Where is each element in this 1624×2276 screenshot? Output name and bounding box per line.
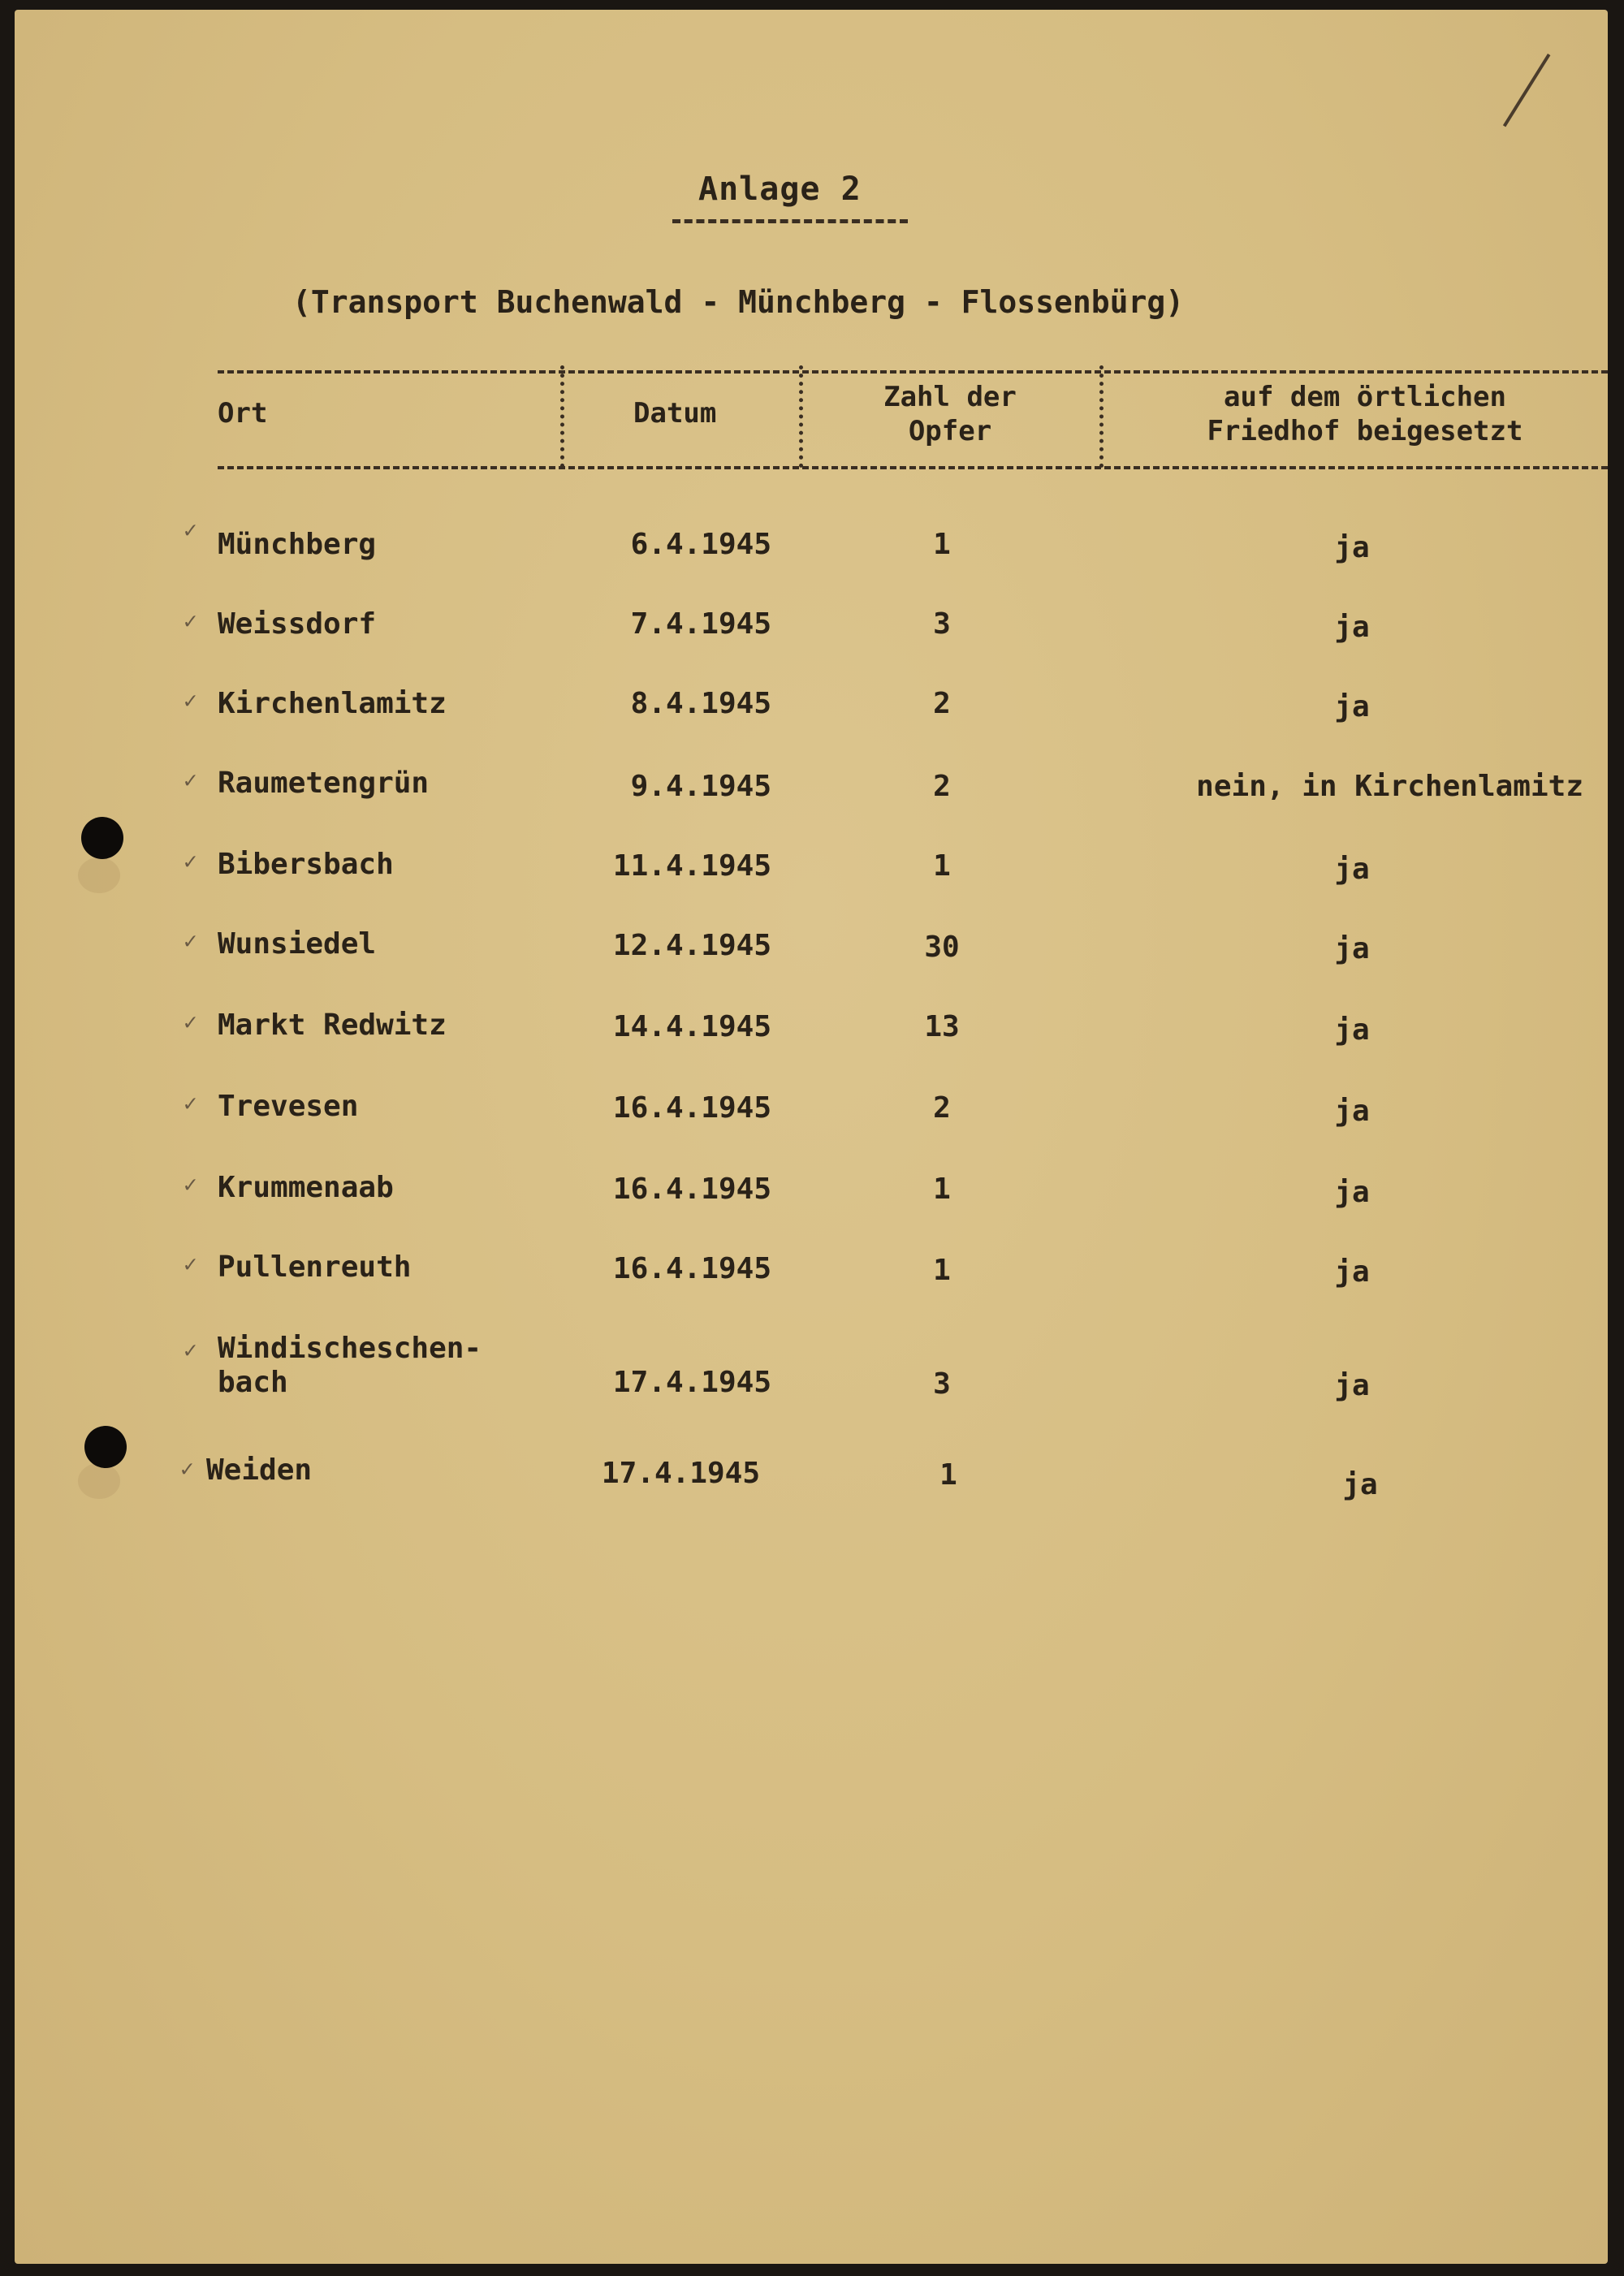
column-separator: [560, 365, 564, 468]
page-title: Anlage 2: [698, 171, 862, 208]
row-count: 30: [924, 931, 960, 964]
row-count: 1: [933, 849, 951, 883]
header-date: Datum: [633, 397, 717, 430]
row-place: Wunsiedel: [218, 927, 377, 961]
punch-hole-shadow: [78, 1463, 120, 1499]
row-place: Pullenreuth: [218, 1250, 412, 1284]
check-mark: ✓: [184, 1090, 197, 1116]
check-mark: ✓: [180, 1455, 194, 1482]
table-header-rule: [218, 466, 1608, 469]
row-date: 6.4.1945: [630, 528, 771, 561]
check-mark: ✓: [184, 848, 197, 875]
punch-hole: [84, 1426, 127, 1468]
row-burial: ja: [1334, 1013, 1370, 1047]
row-place: Krummenaab: [218, 1171, 394, 1204]
row-date: 8.4.1945: [630, 687, 771, 720]
check-mark: ✓: [184, 687, 197, 714]
row-date: 14.4.1945: [612, 1010, 771, 1043]
row-count: 3: [933, 607, 951, 641]
row-count: 1: [933, 1173, 951, 1206]
check-mark: ✓: [184, 927, 197, 954]
row-date: 16.4.1945: [612, 1173, 771, 1206]
title-underline: [672, 219, 908, 223]
row-count: 1: [933, 528, 951, 561]
row-burial: ja: [1334, 531, 1370, 564]
row-place: Münchberg: [218, 528, 377, 561]
row-place: Weissdorf: [218, 607, 377, 641]
row-count: 1: [939, 1458, 957, 1492]
row-burial: ja: [1334, 1176, 1370, 1209]
column-separator: [799, 365, 803, 468]
row-count: 3: [933, 1367, 951, 1401]
row-date: 17.4.1945: [612, 1366, 771, 1399]
row-burial: ja: [1334, 853, 1370, 886]
row-date: 11.4.1945: [612, 849, 771, 883]
row-burial: ja: [1334, 1095, 1370, 1128]
column-separator: [1099, 365, 1104, 468]
transport-subtitle: (Transport Buchenwald - Münchberg - Flossenbürg): [292, 284, 1185, 320]
check-mark: ✓: [184, 1250, 197, 1277]
check-mark: ✓: [184, 767, 197, 793]
row-date: 16.4.1945: [612, 1091, 771, 1125]
row-burial: ja: [1334, 611, 1370, 644]
header-place: Ort: [218, 397, 268, 430]
row-place: Bibersbach: [218, 848, 394, 881]
row-place: Markt Redwitz: [218, 1008, 447, 1042]
row-place: Kirchenlamitz: [218, 687, 447, 720]
row-burial: ja: [1334, 1369, 1370, 1402]
row-place: Trevesen: [218, 1090, 359, 1123]
row-date: 17.4.1945: [601, 1457, 760, 1490]
row-date: 9.4.1945: [630, 770, 771, 803]
row-burial: ja: [1334, 690, 1370, 723]
row-count: 2: [933, 687, 951, 720]
document-page: [15, 10, 1608, 2264]
row-date: 16.4.1945: [612, 1252, 771, 1285]
check-mark: ✓: [184, 1337, 197, 1363]
check-mark: ✓: [184, 1008, 197, 1035]
row-burial: ja: [1334, 932, 1370, 965]
row-place: Raumetengrün: [218, 767, 430, 800]
row-count: 2: [933, 770, 951, 803]
row-place: Windischeschen- bach: [218, 1332, 482, 1399]
row-date: 7.4.1945: [630, 607, 771, 641]
punch-hole: [81, 817, 123, 859]
row-count: 2: [933, 1091, 951, 1125]
table-top-rule: [218, 370, 1608, 374]
row-place: Weiden: [206, 1453, 313, 1487]
row-count: 1: [933, 1254, 951, 1287]
header-burial: auf dem örtlichen Friedhof beigesetzt: [1207, 381, 1523, 447]
row-count: 13: [924, 1010, 960, 1043]
check-mark: ✓: [184, 607, 197, 634]
check-mark: ✓: [184, 516, 197, 543]
check-mark: ✓: [184, 1171, 197, 1198]
row-burial: ja: [1334, 1255, 1370, 1289]
row-date: 12.4.1945: [612, 929, 771, 962]
header-count: Zahl der Opfer: [883, 381, 1017, 447]
punch-hole-shadow: [78, 857, 120, 893]
row-burial: ja: [1342, 1468, 1378, 1501]
row-burial: nein, in Kirchenlamitz: [1196, 770, 1583, 803]
